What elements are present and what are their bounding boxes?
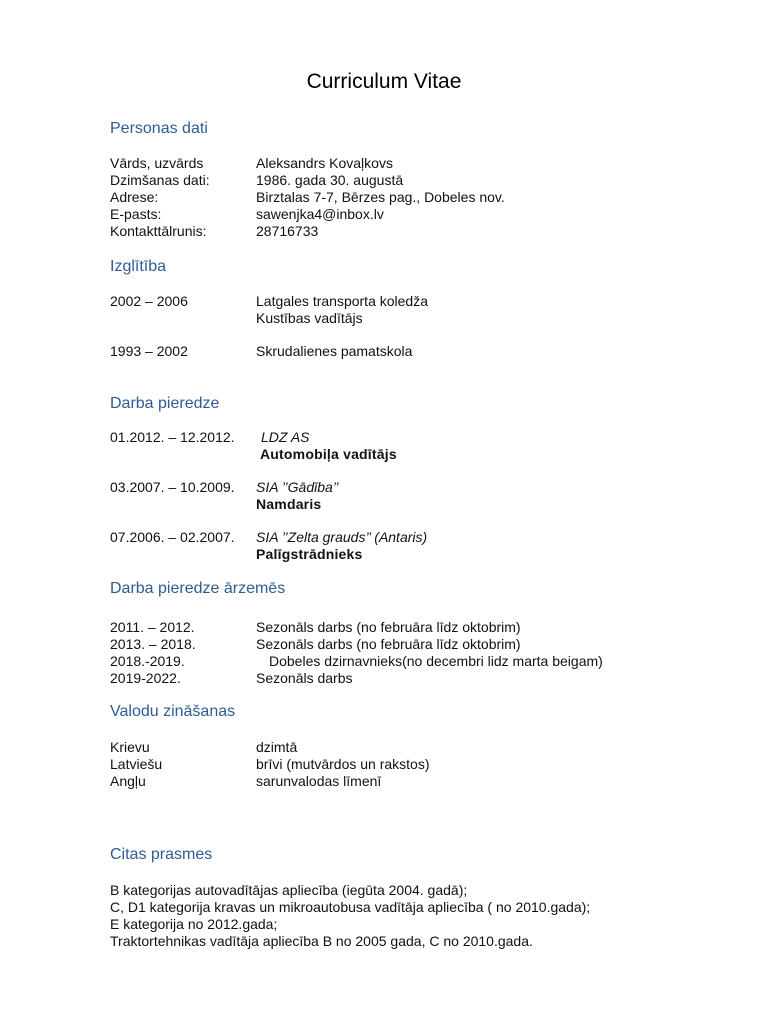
- abroad-period: 2011. – 2012.: [110, 619, 195, 635]
- personal-value-address: Birztalas 7-7, Bērzes pag., Dobeles nov.: [256, 189, 505, 205]
- section-heading-skills: Citas prasmes: [110, 846, 213, 863]
- abroad-desc: Dobeles dzirnavnieks(no decembri lidz marta beigam): [269, 653, 603, 669]
- experience-position: Namdaris: [256, 496, 322, 512]
- section-heading-education: Izglītība: [110, 258, 167, 275]
- personal-value-birth: 1986. gada 30. augustā: [256, 172, 404, 188]
- experience-position: Palīgstrādnieks: [256, 546, 363, 562]
- abroad-desc: Sezonāls darbs (no februāra līdz oktobrim): [256, 636, 521, 652]
- section-heading-abroad: Darba pieredze ārzemēs: [110, 580, 286, 597]
- language-name: Latviešu: [110, 756, 163, 772]
- education-detail: Kustības vadītājs: [256, 310, 363, 326]
- section-heading-experience: Darba pieredze: [110, 395, 220, 412]
- language-name: Angļu: [110, 773, 146, 789]
- personal-value-name: Aleksandrs Kovaļkovs: [256, 155, 393, 171]
- education-school: Skrudalienes pamatskola: [256, 343, 413, 359]
- personal-value-email: sawenjka4@inbox.lv: [256, 206, 384, 222]
- experience-company: SIA ’’Gādība’’: [256, 479, 339, 495]
- experience-position: Automobiļa vadītājs: [260, 446, 397, 462]
- experience-period: 01.2012. – 12.2012.: [110, 429, 235, 445]
- language-name: Krievu: [110, 739, 150, 755]
- personal-value-phone: 28716733: [256, 223, 319, 239]
- personal-label-birth: Dzimšanas dati:: [110, 172, 210, 188]
- section-heading-personal: Personas dati: [110, 120, 208, 137]
- language-level: brīvi (mutvārdos un rakstos): [256, 756, 430, 772]
- education-period: 1993 – 2002: [110, 343, 188, 359]
- personal-label-email: E-pasts:: [110, 206, 162, 222]
- experience-company: SIA ’’Zelta grauds’’ (Antaris): [256, 529, 428, 545]
- personal-label-name: Vārds, uzvārds: [110, 155, 204, 171]
- personal-label-address: Adrese:: [110, 189, 159, 205]
- experience-period: 07.2006. – 02.2007.: [110, 529, 235, 545]
- education-period: 2002 – 2006: [110, 293, 188, 309]
- abroad-desc: Sezonāls darbs: [256, 670, 353, 686]
- abroad-period: 2018.-2019.: [110, 653, 185, 669]
- skill-line: C, D1 kategorija kravas un mikroautobusa vadītāja apliecība ( no 2010.gada);: [110, 899, 591, 915]
- section-heading-languages: Valodu zināšanas: [110, 703, 236, 720]
- language-level: sarunvalodas līmenī: [256, 773, 382, 789]
- skill-line: E kategorija no 2012.gada;: [110, 916, 278, 932]
- abroad-desc: Sezonāls darbs (no februāra līdz oktobrim): [256, 619, 521, 635]
- experience-company: LDZ AS: [261, 429, 310, 445]
- skill-line: Traktortehnikas vadītāja apliecība B no 2005 gada, C no 2010.gada.: [110, 933, 533, 949]
- education-school: Latgales transporta koledža: [256, 293, 428, 309]
- document-title: Curriculum Vitae: [306, 70, 462, 93]
- skill-line: B kategorijas autovadītājas apliecība (iegūta 2004. gadā);: [110, 882, 468, 898]
- experience-period: 03.2007. – 10.2009.: [110, 479, 235, 495]
- abroad-period: 2013. – 2018.: [110, 636, 196, 652]
- language-level: dzimtā: [256, 739, 298, 755]
- personal-label-phone: Kontakttālrunis:: [110, 223, 207, 239]
- abroad-period: 2019-2022.: [110, 670, 181, 686]
